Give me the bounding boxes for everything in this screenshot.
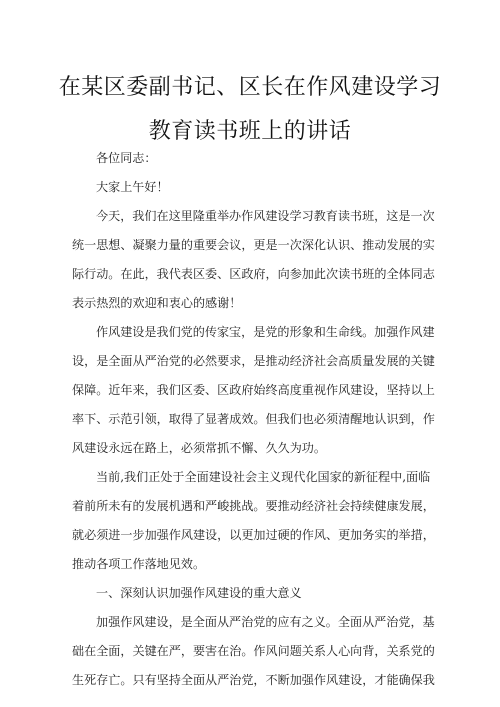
section-paragraph-line-2: 础在全面，关键在严，要害在治。作风问题关系人心向背，关系党的 — [72, 644, 435, 658]
paragraph-2-line-2: 设，是全面从严治党的必然要求，是推动经济社会高质量发展的关键 — [72, 354, 435, 368]
paragraph-1-line-4: 表示热烈的欢迎和衷心的感谢！ — [72, 296, 242, 310]
paragraph-2-line-3: 保障。近年来，我们区委、区政府始终高度重视作风建设，坚持以上 — [72, 383, 435, 397]
paragraph-1-line-2: 统一思想、凝聚力量的重要会议，更是一次深化认识、推动发展的实 — [72, 238, 435, 252]
section-paragraph-line-1: 加强作风建设，是全面从严治党的应有之义。全面从严治党，基 — [96, 615, 435, 629]
section-heading: 一、深刻认识加强作风建设的重大意义 — [96, 586, 302, 600]
document-title-line-1: 在某区委副书记、区长在作风建设学习 — [58, 75, 442, 100]
paragraph-2-line-5: 风建设永远在路上，必须常抓不懈、久久为功。 — [72, 441, 326, 455]
document-title-line-2: 教育读书班上的讲话 — [148, 119, 352, 144]
paragraph-1-line-3: 际行动。在此，我代表区委、区政府，向参加此次读书班的全体同志 — [72, 267, 435, 281]
paragraph-2-line-1: 作风建设是我们党的传家宝，是党的形象和生命线。加强作风建 — [96, 325, 435, 339]
salutation: 各位同志： — [96, 151, 157, 165]
paragraph-1-line-1: 今天，我们在这里隆重举办作风建设学习教育读书班，这是一次 — [96, 209, 435, 223]
paragraph-3-line-3: 就必须进一步加强作风建设，以更加过硬的作风、更加务实的举措， — [72, 528, 435, 542]
greeting: 大家上午好！ — [96, 180, 169, 194]
section-paragraph-line-3: 生死存亡。只有坚持全面从严治党，不断加强作风建设，才能确保我 — [72, 673, 435, 687]
paragraph-3-line-2: 着前所未有的发展机遇和严峻挑战。要推动经济社会持续健康发展， — [72, 499, 435, 513]
paragraph-2-line-4: 率下、示范引领，取得了显著成效。但我们也必须清醒地认识到，作 — [72, 412, 435, 426]
paragraph-3-line-1: 当前,我们正处于全面建设社会主义现代化国家的新征程中,面临 — [96, 470, 431, 484]
paragraph-3-line-4: 推动各项工作落地见效。 — [72, 557, 206, 571]
